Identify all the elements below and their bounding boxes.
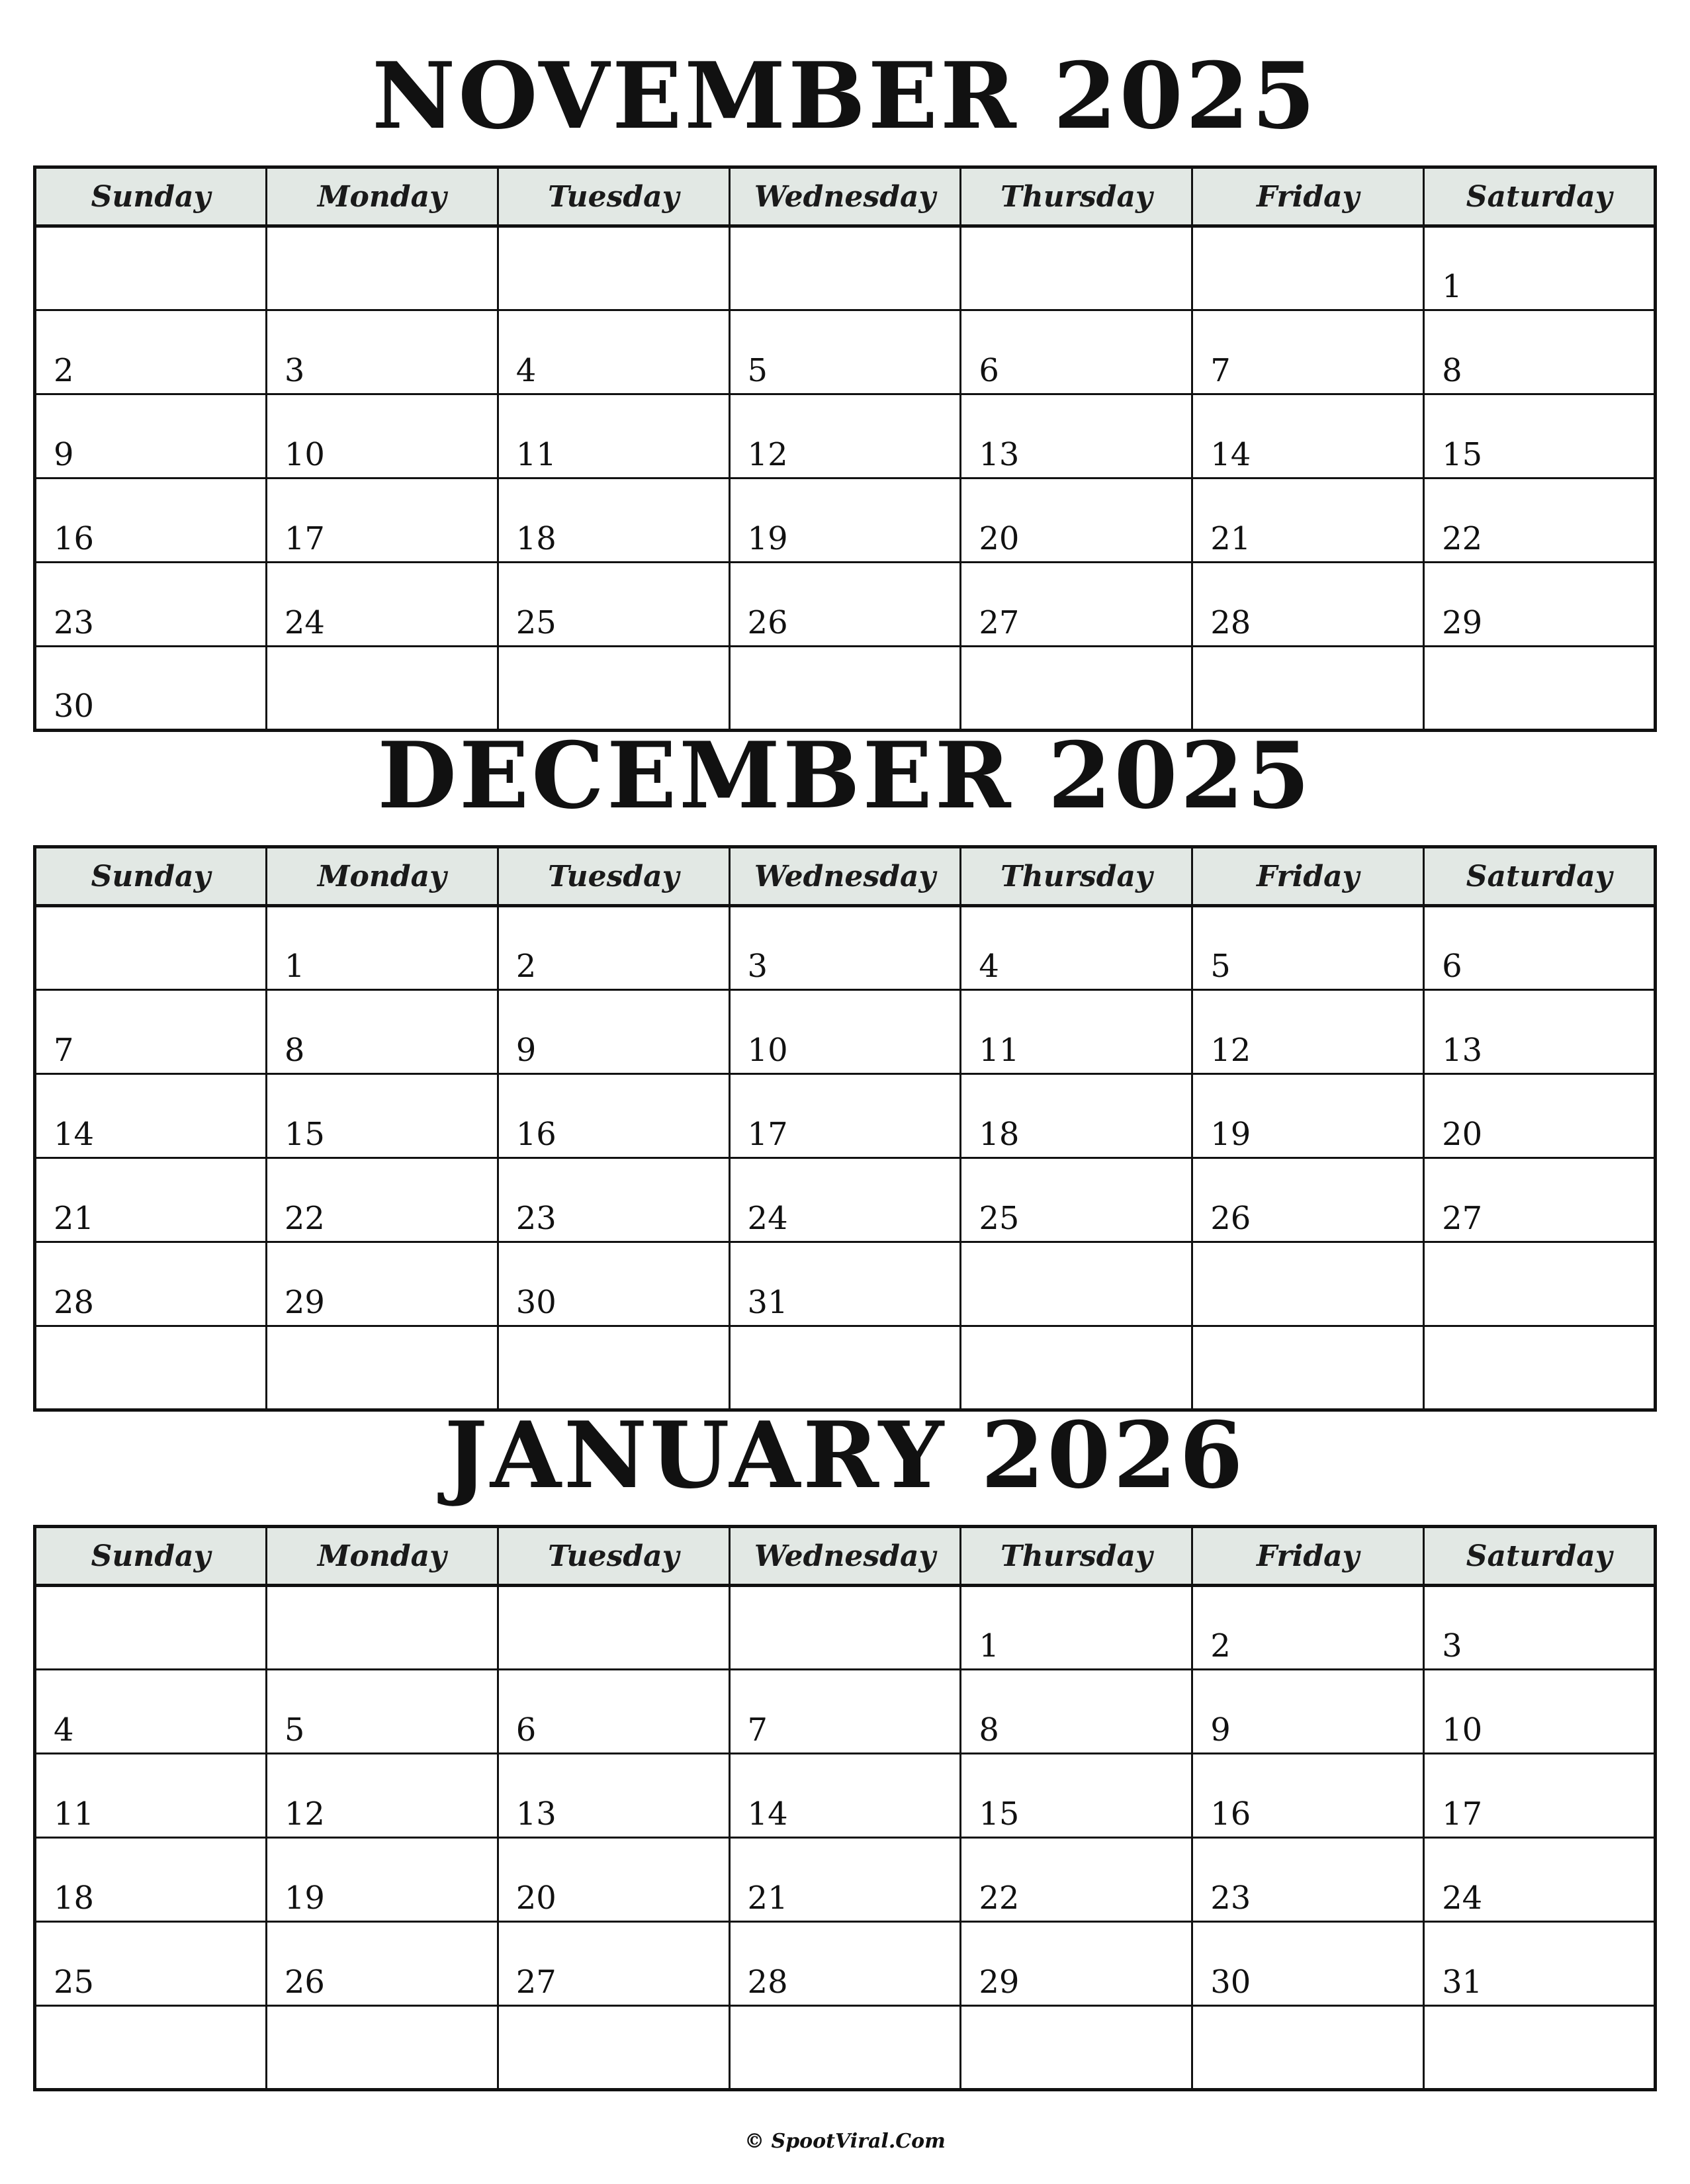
week-row	[35, 1838, 1656, 1922]
day-cell	[35, 2006, 267, 2090]
day-cell: 26	[729, 563, 961, 647]
day-cell: 12	[729, 394, 961, 478]
week-row	[35, 1242, 1656, 1326]
week-row	[35, 2006, 1656, 2090]
day-cell: 13	[1424, 990, 1656, 1074]
day-cell: 21	[729, 1838, 961, 1922]
day-cell: 2	[498, 906, 729, 990]
month-title: NOVEMBER 2025	[372, 42, 1318, 150]
day-cell	[729, 226, 961, 310]
week-row	[35, 394, 1656, 478]
day-cell: 6	[498, 1670, 729, 1754]
day-cell: 23	[1192, 1838, 1424, 1922]
day-cell: 27	[961, 563, 1192, 647]
day-cell: 4	[961, 906, 1192, 990]
day-cell: 8	[961, 1670, 1192, 1754]
day-cell: 27	[498, 1922, 729, 2006]
day-cell: 11	[961, 990, 1192, 1074]
day-cell: 31	[729, 1242, 961, 1326]
day-cell: 28	[1192, 563, 1424, 647]
day-cell: 15	[961, 1754, 1192, 1838]
day-cell: 30	[498, 1242, 729, 1326]
day-cell: 5	[1192, 906, 1424, 990]
day-cell: 23	[35, 563, 267, 647]
day-cell	[35, 1586, 267, 1670]
day-cell	[35, 226, 267, 310]
day-cell: 24	[729, 1158, 961, 1242]
weekday-header: Thursday	[961, 1527, 1192, 1586]
weekday-header: Wednesday	[729, 847, 961, 906]
day-cell: 1	[961, 1586, 1192, 1670]
day-cell: 9	[35, 394, 267, 478]
day-cell	[1192, 226, 1424, 310]
weekday-header: Friday	[1192, 167, 1424, 226]
weekday-header: Monday	[266, 847, 498, 906]
week-row	[35, 310, 1656, 394]
day-cell	[35, 906, 267, 990]
day-cell: 21	[35, 1158, 267, 1242]
day-cell: 20	[961, 478, 1192, 563]
day-cell: 18	[498, 478, 729, 563]
week-row	[35, 647, 1656, 731]
day-cell: 12	[266, 1754, 498, 1838]
copyright-footer: © SpootViral.Com	[744, 2130, 946, 2153]
weekday-header: Tuesday	[498, 1527, 729, 1586]
day-cell: 24	[1424, 1838, 1656, 1922]
day-cell: 9	[498, 990, 729, 1074]
weekday-header: Saturday	[1424, 847, 1656, 906]
day-cell	[1192, 1326, 1424, 1410]
day-cell	[1192, 1242, 1424, 1326]
day-cell	[1424, 2006, 1656, 2090]
day-cell: 29	[961, 1922, 1192, 2006]
week-row	[35, 563, 1656, 647]
week-row	[35, 1670, 1656, 1754]
day-cell: 20	[1424, 1074, 1656, 1158]
day-cell: 12	[1192, 990, 1424, 1074]
day-cell: 6	[961, 310, 1192, 394]
day-cell: 17	[266, 478, 498, 563]
day-cell: 11	[498, 394, 729, 478]
day-cell: 28	[729, 1922, 961, 2006]
day-cell: 5	[729, 310, 961, 394]
day-cell	[1192, 647, 1424, 731]
calendar-grid	[33, 1525, 1657, 2091]
weekday-header: Tuesday	[498, 167, 729, 226]
day-cell	[1424, 647, 1656, 731]
weekday-header-row	[35, 1527, 1656, 1586]
day-cell: 17	[1424, 1754, 1656, 1838]
day-cell: 26	[1192, 1158, 1424, 1242]
day-cell: 30	[1192, 1922, 1424, 2006]
day-cell: 14	[1192, 394, 1424, 478]
day-cell: 10	[1424, 1670, 1656, 1754]
week-row	[35, 1074, 1656, 1158]
day-cell	[266, 226, 498, 310]
day-cell	[266, 2006, 498, 2090]
day-cell: 14	[35, 1074, 267, 1158]
weekday-header: Monday	[266, 167, 498, 226]
day-cell: 16	[498, 1074, 729, 1158]
day-cell: 17	[729, 1074, 961, 1158]
day-cell: 28	[35, 1242, 267, 1326]
day-cell	[498, 2006, 729, 2090]
day-cell: 25	[961, 1158, 1192, 1242]
day-cell: 6	[1424, 906, 1656, 990]
day-cell: 27	[1424, 1158, 1656, 1242]
month-title: JANUARY 2026	[444, 1401, 1246, 1509]
day-cell: 3	[729, 906, 961, 990]
weekday-header: Sunday	[35, 1527, 267, 1586]
day-cell: 29	[1424, 563, 1656, 647]
day-cell: 13	[961, 394, 1192, 478]
day-cell: 30	[35, 647, 267, 731]
day-cell: 4	[35, 1670, 267, 1754]
day-cell: 16	[1192, 1754, 1424, 1838]
week-row	[35, 1922, 1656, 2006]
weekday-header: Tuesday	[498, 847, 729, 906]
day-cell: 8	[266, 990, 498, 1074]
week-row	[35, 1326, 1656, 1410]
day-cell: 18	[961, 1074, 1192, 1158]
week-row	[35, 1586, 1656, 1670]
weekday-header-row	[35, 167, 1656, 226]
day-cell: 10	[266, 394, 498, 478]
weekday-header: Wednesday	[729, 167, 961, 226]
day-cell: 15	[1424, 394, 1656, 478]
day-cell: 5	[266, 1670, 498, 1754]
calendar-grid	[33, 845, 1657, 1412]
day-cell: 1	[266, 906, 498, 990]
day-cell: 14	[729, 1754, 961, 1838]
day-cell: 26	[266, 1922, 498, 2006]
day-cell: 25	[35, 1922, 267, 2006]
day-cell	[961, 226, 1192, 310]
day-cell: 31	[1424, 1922, 1656, 2006]
day-cell	[729, 1586, 961, 1670]
day-cell	[498, 1586, 729, 1670]
day-cell	[961, 647, 1192, 731]
day-cell: 1	[1424, 226, 1656, 310]
day-cell: 23	[498, 1158, 729, 1242]
day-cell	[35, 1326, 267, 1410]
day-cell: 24	[266, 563, 498, 647]
day-cell	[266, 1586, 498, 1670]
day-cell: 11	[35, 1754, 267, 1838]
month-january-2026	[33, 1401, 1657, 2091]
day-cell	[266, 1326, 498, 1410]
day-cell: 7	[729, 1670, 961, 1754]
day-cell: 2	[35, 310, 267, 394]
day-cell: 16	[35, 478, 267, 563]
week-row	[35, 226, 1656, 310]
day-cell: 9	[1192, 1670, 1424, 1754]
day-cell	[266, 647, 498, 731]
day-cell	[961, 1326, 1192, 1410]
week-row	[35, 478, 1656, 563]
day-cell	[1424, 1242, 1656, 1326]
day-cell	[729, 1326, 961, 1410]
weekday-header: Saturday	[1424, 1527, 1656, 1586]
day-cell: 29	[266, 1242, 498, 1326]
day-cell: 10	[729, 990, 961, 1074]
day-cell: 21	[1192, 478, 1424, 563]
day-cell	[961, 1242, 1192, 1326]
day-cell: 22	[961, 1838, 1192, 1922]
day-cell: 20	[498, 1838, 729, 1922]
weekday-header: Wednesday	[729, 1527, 961, 1586]
week-row	[35, 1158, 1656, 1242]
weekday-header: Friday	[1192, 1527, 1424, 1586]
day-cell: 3	[266, 310, 498, 394]
day-cell: 7	[35, 990, 267, 1074]
day-cell: 22	[266, 1158, 498, 1242]
day-cell	[1424, 1326, 1656, 1410]
month-december-2025	[33, 721, 1657, 1412]
day-cell: 19	[1192, 1074, 1424, 1158]
day-cell: 3	[1424, 1586, 1656, 1670]
weekday-header: Monday	[266, 1527, 498, 1586]
weekday-header: Saturday	[1424, 167, 1656, 226]
day-cell: 7	[1192, 310, 1424, 394]
week-row	[35, 990, 1656, 1074]
month-title: DECEMBER 2025	[377, 721, 1313, 829]
calendar-grid	[33, 165, 1657, 732]
weekday-header: Thursday	[961, 167, 1192, 226]
day-cell: 13	[498, 1754, 729, 1838]
day-cell	[498, 1326, 729, 1410]
day-cell	[1192, 2006, 1424, 2090]
week-row	[35, 1754, 1656, 1838]
month-november-2025	[33, 42, 1657, 732]
day-cell: 2	[1192, 1586, 1424, 1670]
day-cell	[729, 647, 961, 731]
weekday-header: Friday	[1192, 847, 1424, 906]
week-row	[35, 906, 1656, 990]
weekday-header: Thursday	[961, 847, 1192, 906]
day-cell: 25	[498, 563, 729, 647]
day-cell: 22	[1424, 478, 1656, 563]
day-cell: 8	[1424, 310, 1656, 394]
day-cell	[498, 226, 729, 310]
day-cell: 18	[35, 1838, 267, 1922]
day-cell	[961, 2006, 1192, 2090]
weekday-header: Sunday	[35, 847, 267, 906]
day-cell	[729, 2006, 961, 2090]
day-cell: 19	[729, 478, 961, 563]
day-cell: 19	[266, 1838, 498, 1922]
day-cell: 15	[266, 1074, 498, 1158]
weekday-header: Sunday	[35, 167, 267, 226]
weekday-header-row	[35, 847, 1656, 906]
day-cell: 4	[498, 310, 729, 394]
day-cell	[498, 647, 729, 731]
